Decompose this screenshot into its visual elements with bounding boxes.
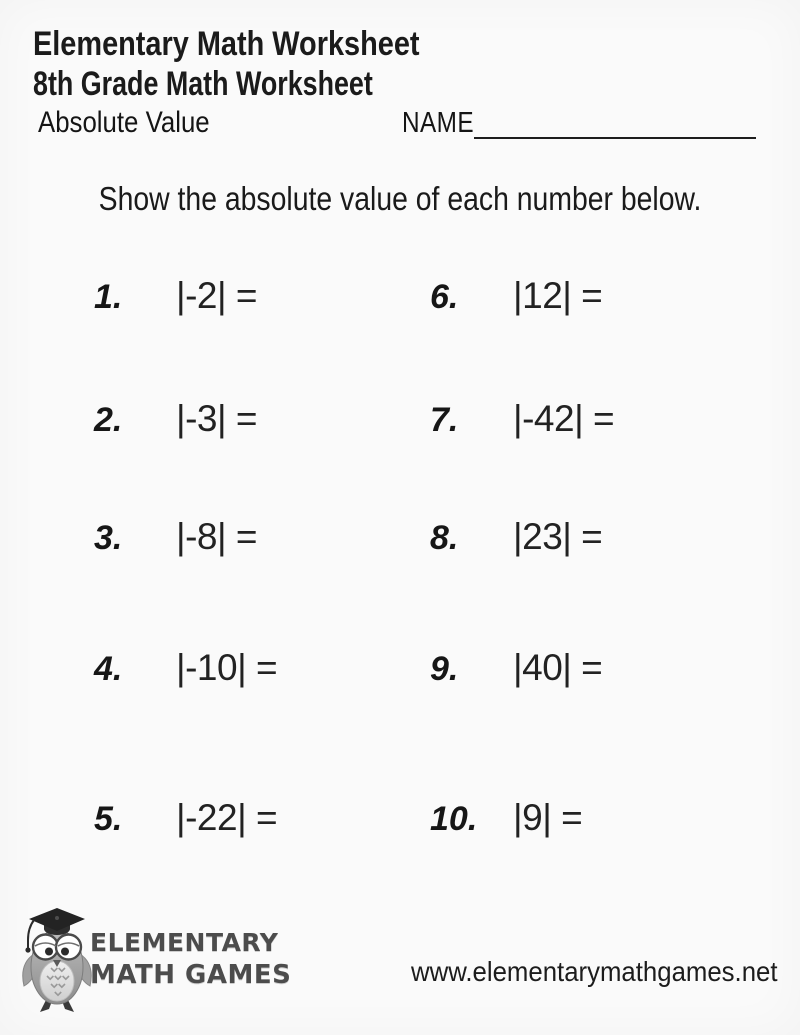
problem-expression: |40| = (513, 647, 603, 688)
problem-expression: |12| = (513, 275, 603, 316)
name-blank-line (474, 119, 756, 139)
problem-row-4 (94, 646, 277, 691)
logo-wordmark (90, 929, 291, 990)
instruction-text: Show the absolute value of each number below. (98, 180, 702, 217)
logo-text-line2: MATH GAMES (90, 960, 292, 990)
problem-number: 1. (94, 278, 123, 316)
problem-expression: |23| = (513, 516, 603, 557)
worksheet-title: Elementary Math Worksheet (33, 25, 420, 63)
problem-expression: |-42| = (513, 398, 615, 439)
problem-expression: |-3| = (176, 398, 258, 439)
problem-expression: |-2| = (176, 275, 258, 316)
problem-expression: |9| = (513, 797, 583, 838)
problem-number: 9. (430, 650, 459, 688)
problem-row-2 (94, 397, 257, 442)
problem-number: 2. (94, 401, 123, 439)
problem-row-3 (94, 515, 257, 560)
problem-number: 7. (430, 401, 459, 439)
problem-expression: |-8| = (176, 516, 258, 557)
problem-row-8 (430, 515, 602, 560)
problem-row-5 (94, 796, 277, 841)
problem-number: 5. (94, 800, 123, 838)
website-url: www.elementarymathgames.net (411, 956, 778, 987)
problem-number: 10. (430, 800, 478, 838)
problem-row-6 (430, 274, 602, 319)
problem-number: 6. (430, 278, 459, 316)
problem-number: 4. (94, 650, 123, 688)
owl-graduate-icon (22, 906, 92, 1016)
problem-number: 8. (430, 519, 459, 557)
worksheet-topic: Absolute Value (38, 106, 210, 139)
problem-expression: |-22| = (176, 797, 278, 838)
problem-row-7 (430, 397, 614, 442)
name-label: NAME (402, 107, 475, 139)
problem-row-10 (430, 796, 582, 841)
problem-number: 3. (94, 519, 123, 557)
problem-row-1 (94, 274, 257, 319)
logo-text-line1: ELEMENTARY (90, 928, 279, 957)
problem-expression: |-10| = (176, 647, 278, 688)
problem-row-9 (430, 646, 602, 691)
worksheet-subtitle: 8th Grade Math Worksheet (33, 65, 373, 103)
